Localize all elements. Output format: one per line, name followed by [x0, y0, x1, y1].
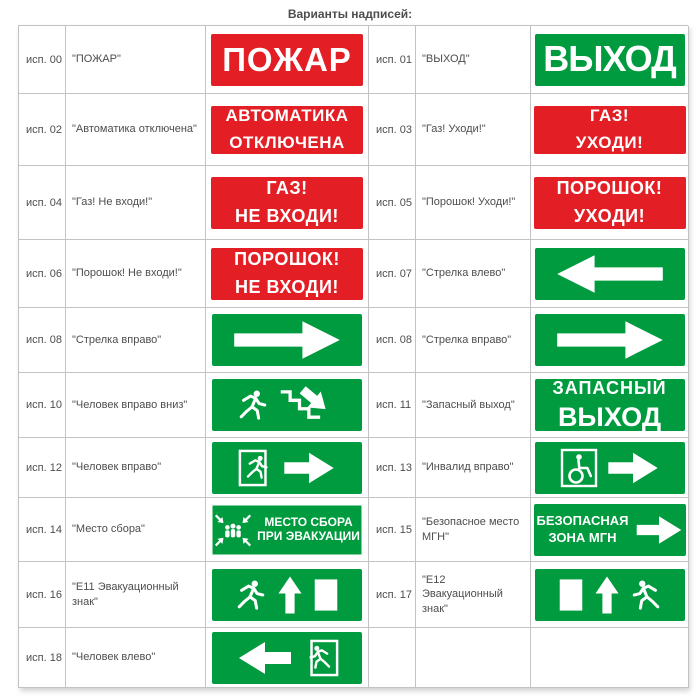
- row-num: исп. 00: [19, 26, 66, 94]
- row-num: исп. 16: [19, 562, 66, 628]
- sign-arrow-right: [535, 314, 685, 366]
- sign-cell: [206, 26, 369, 94]
- sign-cell: [531, 166, 689, 240]
- sign-mesto-sbora: МЕСТО СБОРА ПРИ ЭВАКУАЦИИ: [211, 504, 363, 556]
- sign-cell: [531, 308, 689, 373]
- sign-poroshok-uhodi: ПОРОШОК! УХОДИ!: [534, 177, 686, 229]
- sign-cell: [531, 240, 689, 308]
- door-running-man-mirrored-icon: [303, 638, 339, 678]
- door-running-man-icon: [238, 448, 274, 488]
- sign-cell: [206, 438, 369, 498]
- sign-cell: [206, 166, 369, 240]
- row-label: "Запасный выход": [416, 373, 531, 438]
- row-num: исп. 15: [369, 498, 416, 562]
- sign-cell: [531, 94, 689, 166]
- sign-cell: [206, 94, 369, 166]
- running-man-mirrored-icon: [630, 578, 662, 612]
- sign-cell: [206, 628, 369, 688]
- right-arrow-icon: [606, 449, 660, 487]
- row-num: исп. 18: [19, 628, 66, 688]
- running-man-icon: [237, 388, 269, 422]
- running-man-icon: [235, 578, 267, 612]
- signs-table: [18, 25, 688, 688]
- sign-vyhod: ВЫХОД: [535, 34, 685, 86]
- row-num: исп. 14: [19, 498, 66, 562]
- row-num: исп. 03: [369, 94, 416, 166]
- row-label: "Е11 Эвакуационный знак": [66, 562, 206, 628]
- row-num: исп. 07: [369, 240, 416, 308]
- sign-cell: [206, 562, 369, 628]
- sign-poroshok-ne-vhodi: ПОРОШОК! НЕ ВХОДИ!: [211, 248, 363, 300]
- row-num: исп. 05: [369, 166, 416, 240]
- left-arrow-icon: [235, 638, 295, 678]
- row-label: "Е12 Эвакуационный знак": [416, 562, 531, 628]
- sign-cell: [531, 373, 689, 438]
- row-label: "Порошок! Не входи!": [66, 240, 206, 308]
- row-label: "Стрелка вправо": [66, 308, 206, 373]
- right-arrow-icon: [228, 318, 346, 362]
- row-label: "Газ! Уходи!": [416, 94, 531, 166]
- sign-cell: [206, 498, 369, 562]
- row-label: "Стрелка вправо": [416, 308, 531, 373]
- empty-cell: [369, 628, 416, 688]
- empty-cell: [531, 628, 689, 688]
- sign-man-left: [212, 632, 362, 684]
- left-arrow-icon: [551, 252, 669, 296]
- row-num: исп. 08: [19, 308, 66, 373]
- up-arrow-icon: [275, 575, 305, 615]
- sign-cell: [531, 498, 689, 562]
- row-num: исп. 17: [369, 562, 416, 628]
- row-num: исп. 13: [369, 438, 416, 498]
- sign-arrow-left: [535, 248, 685, 300]
- row-label: "ВЫХОД": [416, 26, 531, 94]
- right-arrow-icon: [551, 318, 669, 362]
- row-label: "Безопасное место МГН": [416, 498, 531, 562]
- sign-man-right-down: [212, 379, 362, 431]
- sign-e12: [535, 569, 685, 621]
- door-icon: [313, 577, 339, 613]
- row-num: исп. 01: [369, 26, 416, 94]
- row-num: исп. 11: [369, 373, 416, 438]
- sign-bezopasnaya-zona: БЕЗОПАСНАЯ ЗОНА МГН: [534, 504, 686, 556]
- sign-cell: [531, 26, 689, 94]
- sign-cell: [206, 373, 369, 438]
- page-title: Варианты надписей:: [287, 7, 413, 21]
- row-label: "Газ! Не входи!": [66, 166, 206, 240]
- row-label: "ПОЖАР": [66, 26, 206, 94]
- sign-gaz-ne-vhodi: ГАЗ! НЕ ВХОДИ!: [211, 177, 363, 229]
- sign-pozhar: ПОЖАР: [211, 34, 363, 86]
- row-num: исп. 06: [19, 240, 66, 308]
- wheelchair-icon: [560, 448, 598, 488]
- sign-avtomatika: АВТОМАТИКА ОТКЛЮЧЕНА: [211, 106, 363, 154]
- row-label: "Человек вправо вниз": [66, 373, 206, 438]
- row-num: исп. 12: [19, 438, 66, 498]
- sign-e11: [212, 569, 362, 621]
- row-label: "Стрелка влево": [416, 240, 531, 308]
- up-arrow-icon: [592, 575, 622, 615]
- stairs-down-arrow-icon: [277, 384, 337, 426]
- row-num: исп. 02: [19, 94, 66, 166]
- empty-cell: [416, 628, 531, 688]
- row-num: исп. 10: [19, 373, 66, 438]
- row-label: "Автоматика отключена": [66, 94, 206, 166]
- sign-cell: [531, 562, 689, 628]
- row-label: "Инвалид вправо": [416, 438, 531, 498]
- sign-man-right: [212, 442, 362, 494]
- row-label: "Человек вправо": [66, 438, 206, 498]
- door-icon: [558, 577, 584, 613]
- right-arrow-icon: [282, 449, 336, 487]
- row-label: "Человек влево": [66, 628, 206, 688]
- row-label: "Место сбора": [66, 498, 206, 562]
- row-num: исп. 08: [369, 308, 416, 373]
- sign-gaz-uhodi: ГАЗ! УХОДИ!: [534, 106, 686, 154]
- sign-zapasny-vyhod: ЗАПАСНЫЙ ВЫХОД: [535, 379, 685, 431]
- sign-cell: [531, 438, 689, 498]
- sign-arrow-right: [212, 314, 362, 366]
- sign-cell: [206, 308, 369, 373]
- sign-cell: [206, 240, 369, 308]
- row-num: исп. 04: [19, 166, 66, 240]
- sign-invalid-right: [535, 442, 685, 494]
- right-arrow-icon: [635, 512, 683, 548]
- assembly-point-icon: [214, 509, 252, 551]
- row-label: "Порошок! Уходи!": [416, 166, 531, 240]
